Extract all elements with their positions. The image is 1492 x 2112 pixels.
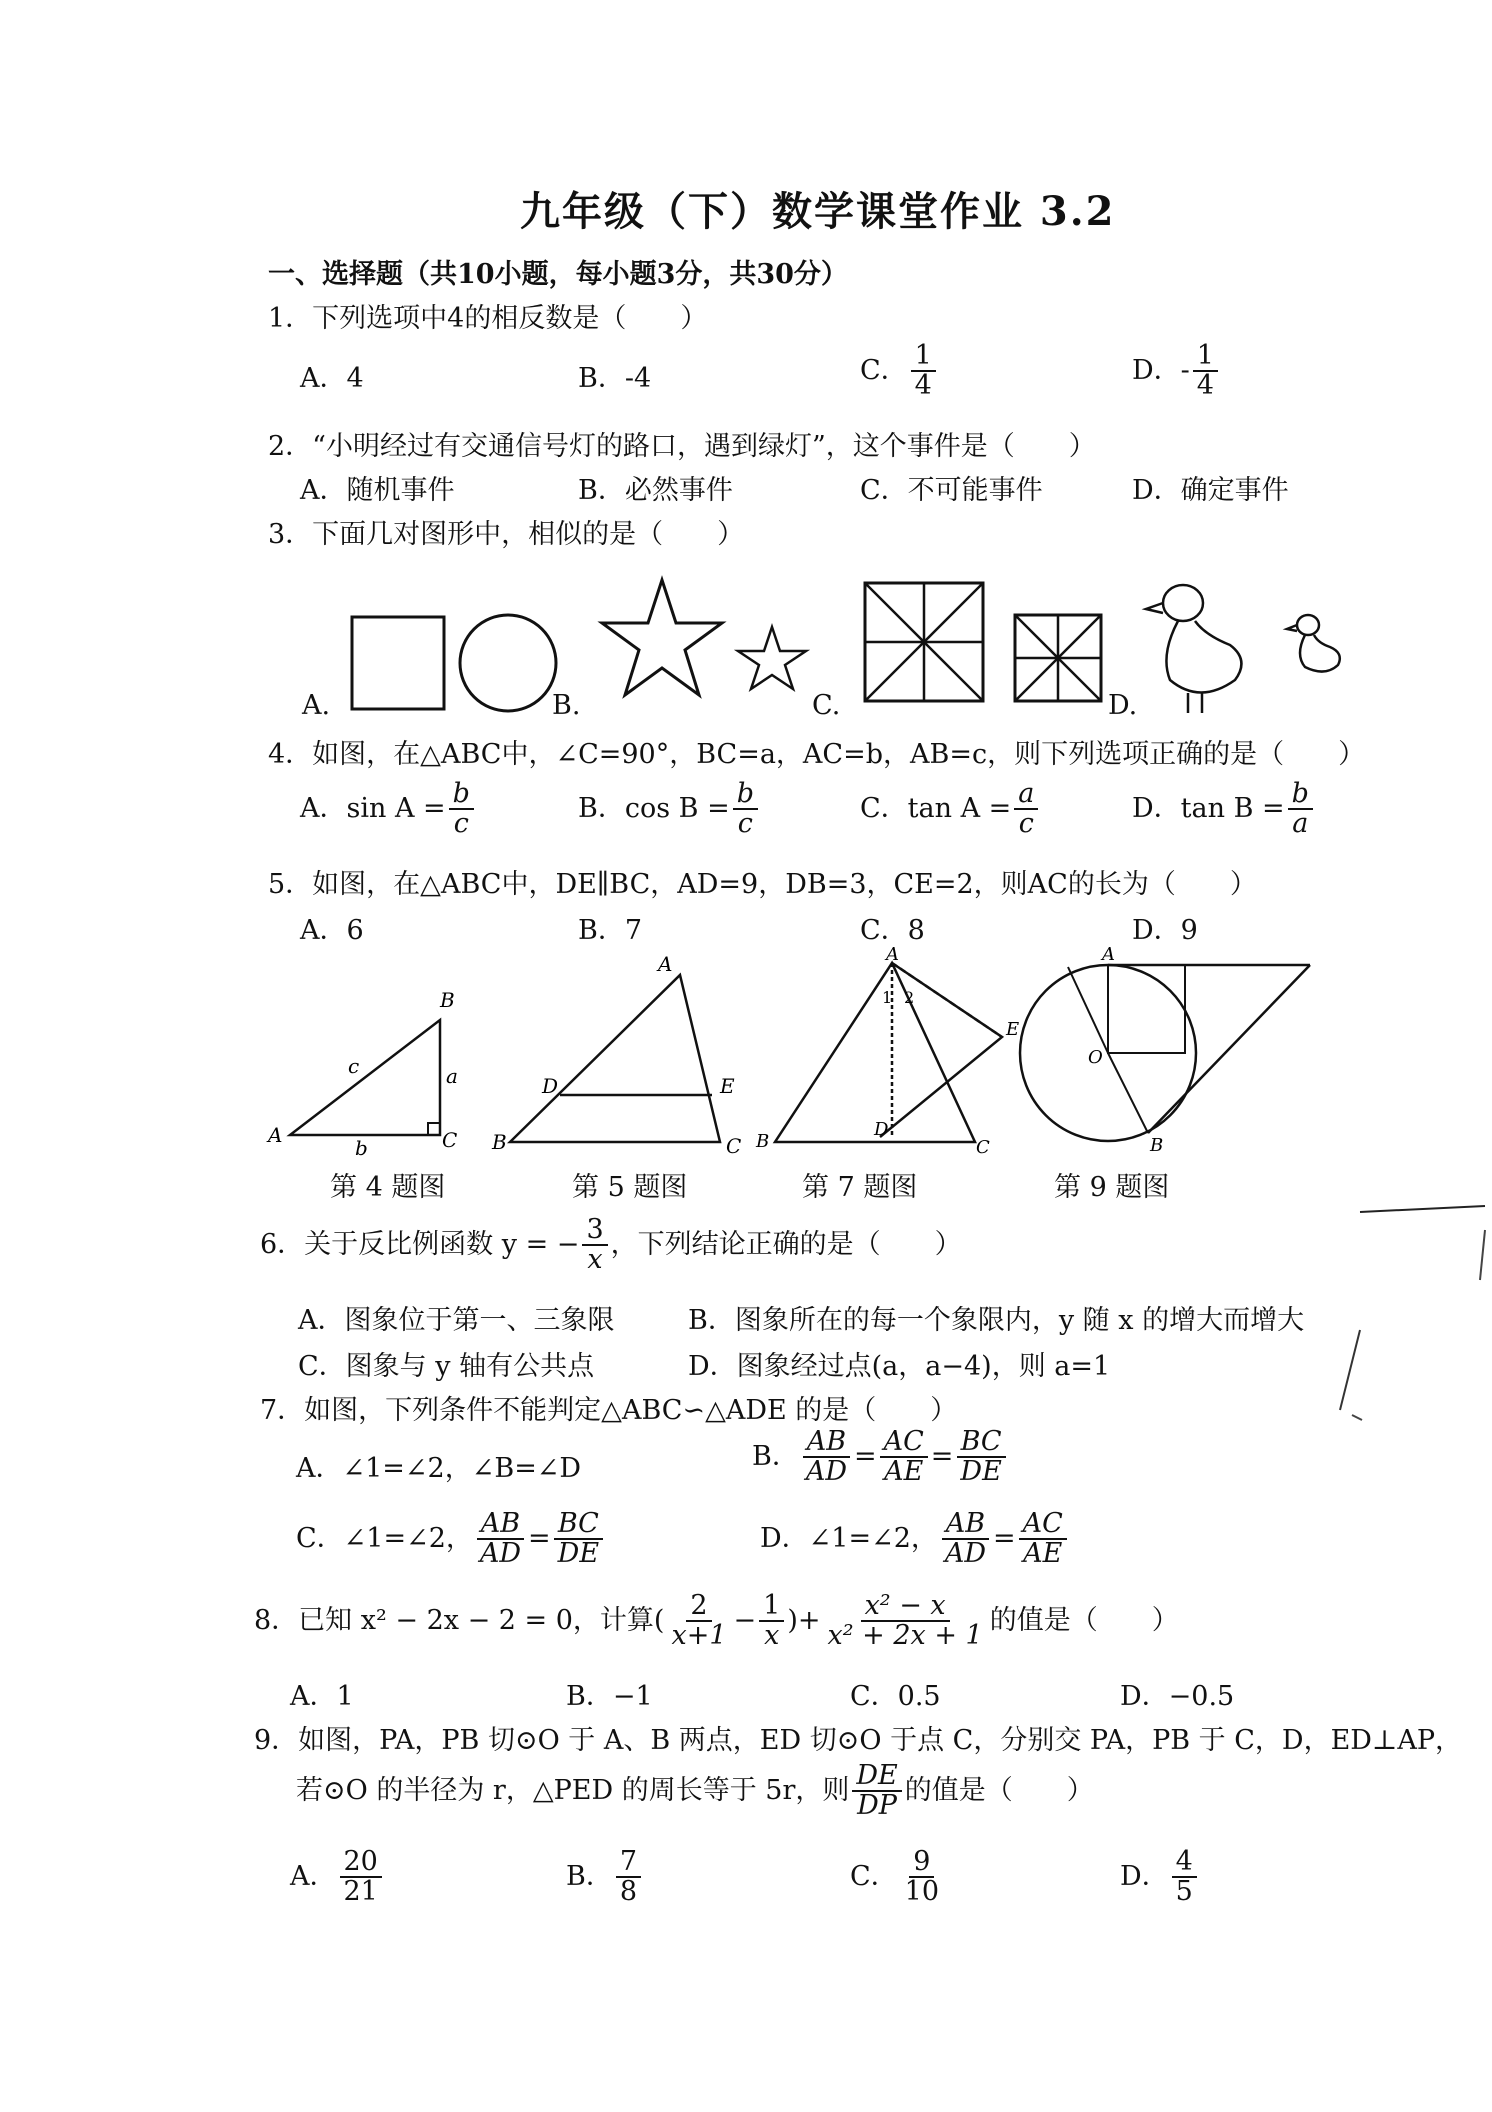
fig7-caption: 第 7 题图 <box>802 1172 918 1203</box>
fig5-label-E: E <box>720 1074 735 1098</box>
q1-option-d[interactable] <box>1132 342 1221 401</box>
q7-stem: 7．如图，下列条件不能判定△ABC∽△ADE 的是（ ） <box>260 1395 958 1426</box>
q1-d-label: D． <box>1132 354 1181 386</box>
q5-stem: 5．如图，在△ABC中，DE∥BC，AD=9，DB=3，CE=2，则AC的长为（ ） <box>268 869 1257 900</box>
q1-d-fraction: $\frac{1}{4}$ <box>1193 342 1218 401</box>
q9-a-fraction: $\frac{20}{21}$ <box>340 1848 382 1907</box>
square-shape <box>352 617 444 709</box>
q1-c-label: C． <box>860 354 908 386</box>
q7-c-label: C．∠1=∠2， <box>296 1522 473 1554</box>
fig9-label-O: O <box>1088 1047 1103 1068</box>
q4-b-label: B．cos B = <box>578 792 730 824</box>
q1-stem: 1．下列选项中4的相反数是（ ） <box>268 303 708 334</box>
fig9-caption: 第 9 题图 <box>1054 1172 1170 1203</box>
fig4-label-A: A <box>268 1123 283 1147</box>
q9-line2 <box>296 1762 1094 1821</box>
fig4-triangle <box>290 1020 440 1135</box>
q6-option-c[interactable]: C．图象与 y 轴有公共点 <box>298 1351 595 1382</box>
fig4-label-c: c <box>348 1054 360 1078</box>
q9-d-fraction: $\frac{4}{5}$ <box>1172 1848 1197 1907</box>
q9-option-c[interactable] <box>850 1848 946 1907</box>
q7-b-frac1: $\frac{AB}{AD}$ <box>802 1428 851 1487</box>
q9-c-label: C． <box>850 1860 898 1892</box>
q4-option-a[interactable] <box>300 780 477 839</box>
large-star-shape <box>602 580 722 695</box>
q7-option-b[interactable]: B． $\frac{AB}{AD}$ = $\frac{AC}{AE}$ = $\frac{BC}{DE}$ <box>752 1428 1009 1487</box>
q7-d-label: D．∠1=∠2， <box>760 1522 938 1554</box>
q6-fraction: $\frac{3}{x}$ <box>582 1216 607 1275</box>
q6-stem <box>260 1216 962 1275</box>
q9-line2-pre: 若⊙O 的半径为 r，△PED 的周长等于 5r，则 <box>296 1774 850 1806</box>
q2-option-c[interactable]: C．不可能事件 <box>860 475 1043 506</box>
small-star-shape <box>738 627 806 689</box>
fig4-label-C: C <box>442 1128 458 1152</box>
fig9-label-B: B <box>1150 1135 1164 1156</box>
fig4-caption: 第 4 题图 <box>330 1172 446 1203</box>
q9-a-label: A． <box>290 1860 337 1892</box>
fig7-label-C: C <box>976 1137 990 1158</box>
q3-option-a[interactable]: A. <box>302 690 331 721</box>
q9-option-d[interactable] <box>1120 1848 1200 1907</box>
q4-d-label: D．tan B = <box>1132 792 1285 824</box>
q7-c-frac1: $\frac{AB}{AD}$ <box>476 1510 525 1569</box>
q4-c-fraction: $\frac{a}{c}$ <box>1014 780 1038 839</box>
fig7-label-B: B <box>756 1131 770 1152</box>
q9-b-label: B． <box>566 1860 613 1892</box>
q8-stem <box>254 1592 1179 1651</box>
q9-option-b[interactable] <box>566 1848 644 1907</box>
q9-line2-post: 的值是（ ） <box>904 1774 1094 1806</box>
page-title: 九年级（下）数学课堂作业 3.2 <box>520 188 1116 235</box>
q7-option-d[interactable]: D．∠1=∠2， $\frac{AB}{AD}$ = $\frac{AC}{AE}$ <box>760 1510 1070 1569</box>
fig5-caption: 第 5 题图 <box>572 1172 688 1203</box>
fig7-label-E: E <box>1006 1019 1020 1040</box>
q8-minus: − <box>733 1604 757 1636</box>
q3-option-d[interactable]: D. <box>1108 690 1138 721</box>
q8-frac1: $\frac{2}{x+1}$ <box>671 1590 727 1652</box>
q3-option-c[interactable]: C. <box>812 690 841 721</box>
q6-option-a[interactable]: A．图象位于第一、三象限 <box>298 1305 615 1336</box>
fig7-label-angle2: 2 <box>904 988 915 1007</box>
q1-option-c[interactable] <box>860 342 939 401</box>
q4-option-c[interactable] <box>860 780 1041 839</box>
q6-stem-pre: 6．关于反比例函数 y = − <box>260 1228 580 1260</box>
q3-stem: 3．下面几对图形中，相似的是（ ） <box>268 519 745 550</box>
fig4-label-a: a <box>446 1064 458 1088</box>
small-duck-shape <box>1287 615 1340 672</box>
fig9-label-A: A <box>1102 944 1115 965</box>
q5-option-b[interactable]: B．7 <box>578 915 643 946</box>
q1-c-fraction: $\frac{1}{4}$ <box>911 342 936 401</box>
fig7-label-A: A <box>886 944 899 965</box>
q8-option-b[interactable]: B．−1 <box>566 1681 653 1712</box>
q8-option-c[interactable]: C．0.5 <box>850 1681 941 1712</box>
q9-option-a[interactable] <box>290 1848 385 1907</box>
q7-c-frac2: $\frac{BC}{DE}$ <box>554 1510 603 1569</box>
q1-option-a[interactable]: A．4 <box>300 363 364 394</box>
small-pinwheel-shape <box>1015 615 1101 701</box>
q7-d-frac2: $\frac{AC}{AE}$ <box>1019 1510 1067 1569</box>
fig7-label-angle1: 1 <box>882 988 893 1007</box>
q6-option-b[interactable]: B．图象所在的每一个象限内，y 随 x 的增大而增大 <box>688 1305 1305 1336</box>
fig5-label-C: C <box>726 1134 742 1158</box>
q4-a-label: A．sin A = <box>300 792 446 824</box>
q6-option-d[interactable]: D．图象经过点(a，a−4)，则 a=1 <box>688 1351 1111 1382</box>
q9-c-fraction: $\frac{9}{10}$ <box>904 1846 940 1908</box>
q4-option-d[interactable] <box>1132 780 1316 839</box>
q7-option-c[interactable]: C．∠1=∠2， $\frac{AB}{AD}$ = $\frac{BC}{DE}$ <box>296 1510 606 1569</box>
q8-frac3: $\frac{\text{x² − x}}{\text{x² + 2x + 1}}$ <box>827 1590 983 1652</box>
q9-d-label: D． <box>1120 1860 1169 1892</box>
large-duck-shape <box>1146 585 1241 713</box>
q5-option-a[interactable]: A．6 <box>300 915 364 946</box>
q4-c-label: C．tan A = <box>860 792 1012 824</box>
q5-option-c[interactable]: C．8 <box>860 915 925 946</box>
q7-b-label: B． <box>752 1440 799 1472</box>
circle-shape <box>460 615 556 711</box>
q6-stem-post: ，下列结论正确的是（ ） <box>610 1228 962 1260</box>
fig5-triangle <box>510 975 720 1142</box>
fig4-label-b: b <box>355 1136 368 1160</box>
q1-option-b[interactable]: B．-4 <box>578 363 652 394</box>
fig9-circle-tangents <box>1020 965 1310 1141</box>
q4-d-fraction: $\frac{b}{a}$ <box>1288 780 1313 839</box>
q8-option-a[interactable]: A．1 <box>290 1681 354 1712</box>
q8-stem-pre: 8．已知 x² − 2x − 2 = 0，计算( <box>254 1604 665 1636</box>
q4-b-fraction: $\frac{b}{c}$ <box>733 780 758 839</box>
q2-option-b[interactable]: B．必然事件 <box>578 475 733 506</box>
q4-a-fraction: $\frac{b}{c}$ <box>449 780 474 839</box>
q8-frac2: $\frac{1}{x}$ <box>759 1592 784 1651</box>
q7-option-a[interactable]: A．∠1=∠2，∠B=∠D <box>296 1453 582 1484</box>
fig4-label-B: B <box>440 988 455 1012</box>
fig7-label-D: D <box>874 1119 889 1140</box>
q8-option-d[interactable]: D．−0.5 <box>1120 1681 1235 1712</box>
q7-d-frac1: $\frac{AB}{AD}$ <box>941 1510 990 1569</box>
q3-option-b[interactable]: B. <box>552 690 581 721</box>
fig5-label-D: D <box>542 1074 559 1098</box>
scan-artifact-marks <box>1340 1190 1490 1430</box>
q5-option-d[interactable]: D．9 <box>1132 915 1198 946</box>
q9-b-fraction: $\frac{7}{8}$ <box>616 1848 641 1907</box>
q7-b-frac2: $\frac{AC}{AE}$ <box>880 1428 928 1487</box>
q9-fraction: $\frac{DE}{DP}$ <box>852 1762 901 1821</box>
q8-plus: )+ <box>787 1604 821 1636</box>
q2-option-d[interactable]: D．确定事件 <box>1132 475 1289 506</box>
q7-b-frac3: $\frac{BC}{DE}$ <box>956 1428 1005 1487</box>
q8-stem-post: 的值是（ ） <box>989 1604 1179 1636</box>
q2-option-a[interactable]: A．随机事件 <box>300 475 455 506</box>
q9-line1: 9．如图，PA，PB 切⊙O 于 A、B 两点，ED 切⊙O 于点 C，分别交 PA，PB 于 C，D，ED⊥AP， <box>254 1725 1462 1756</box>
large-pinwheel-shape <box>865 583 983 701</box>
section-heading: 一、选择题（共10小题，每小题3分，共30分） <box>268 259 848 290</box>
figures-row <box>260 944 1340 1160</box>
fig5-label-A: A <box>658 952 673 976</box>
q4-option-b[interactable] <box>578 780 761 839</box>
fig5-label-B: B <box>492 1130 507 1154</box>
q2-stem: 2．“小明经过有交通信号灯的路口，遇到绿灯”，这个事件是（ ） <box>268 431 1096 462</box>
q1-d-sign: - <box>1180 354 1190 386</box>
q4-stem: 4．如图，在△ABC中，∠C=90°，BC=a，AC=b，AB=c，则下列选项正确的是（ ） <box>268 739 1366 770</box>
